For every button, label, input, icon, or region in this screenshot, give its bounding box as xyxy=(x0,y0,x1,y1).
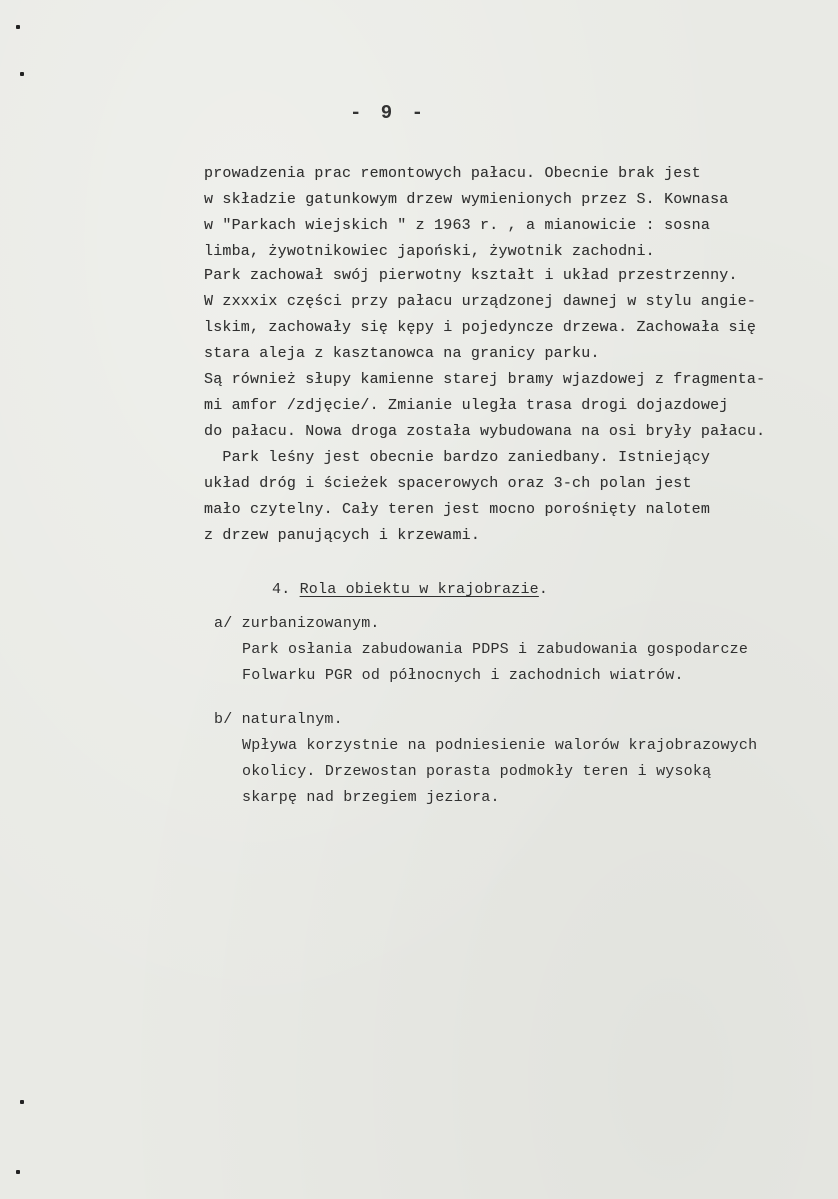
body-line: mało czytelny. Cały teren jest mocno porośnięty nalotem xyxy=(204,501,711,518)
body-line: Są również słupy kamienne starej bramy wjazdowej z fragmenta- xyxy=(204,371,766,388)
body-line: W zxxxix części przy pałacu urządzonej dawnej w stylu angie- xyxy=(204,293,757,310)
subsection-b-line: Wpływa korzystnie na podniesienie walorów krajobrazowych xyxy=(242,737,758,754)
section-heading xyxy=(272,580,548,599)
subsection-b-label: b/ naturalnym. xyxy=(214,711,343,728)
body-line: lskim, zachowały się kępy i pojedyncze drzewa. Zachowała się xyxy=(204,319,757,336)
section-title: Rola obiektu w krajobrazie xyxy=(299,581,539,598)
margin-mark-lower xyxy=(20,1100,24,1104)
subsection-a-label: a/ zurbanizowanym. xyxy=(214,615,380,632)
body-line: Park zachował swój pierwotny kształt i układ przestrzenny. xyxy=(204,267,738,284)
margin-mark-bottom xyxy=(16,1170,20,1174)
section-number: 4. xyxy=(272,581,291,598)
subsection-a-line: Park osłania zabudowania PDPS i zabudowania gospodarcze xyxy=(242,641,749,658)
body-line: z drzew panujących i krzewami. xyxy=(204,527,481,544)
body-line: układ dróg i ścieżek spacerowych oraz 3-ch polan jest xyxy=(204,475,692,492)
margin-mark-top xyxy=(16,25,20,29)
subsection-b-line: okolicy. Drzewostan porasta podmokły teren i wysoką xyxy=(242,763,712,780)
body-line: limba, żywotnikowiec japoński, żywotnik zachodni. xyxy=(204,243,655,260)
subsection-a-line: Folwarku PGR od północnych i zachodnich wiatrów. xyxy=(242,667,684,684)
subsection-b-line: skarpę nad brzegiem jeziora. xyxy=(242,789,500,806)
body-line: prowadzenia prac remontowych pałacu. Obecnie brak jest xyxy=(204,165,701,182)
body-line: Park leśny jest obecnie bardzo zaniedbany. Istniejący xyxy=(204,449,711,466)
page-number: - 9 - xyxy=(350,102,428,124)
body-line: do pałacu. Nowa droga została wybudowana na osi bryły pałacu. xyxy=(204,423,766,440)
margin-mark-upper xyxy=(20,72,24,76)
body-line: stara aleja z kasztanowca na granicy parku. xyxy=(204,345,600,362)
body-line: mi amfor /zdjęcie/. Zmianie uległa trasa drogi dojazdowej xyxy=(204,397,729,414)
body-line: w "Parkach wiejskich " z 1963 r. , a mianowicie : sosna xyxy=(204,217,711,234)
body-line: w składzie gatunkowym drzew wymienionych przez S. Kownasa xyxy=(204,191,729,208)
section-title-end: . xyxy=(538,581,549,598)
